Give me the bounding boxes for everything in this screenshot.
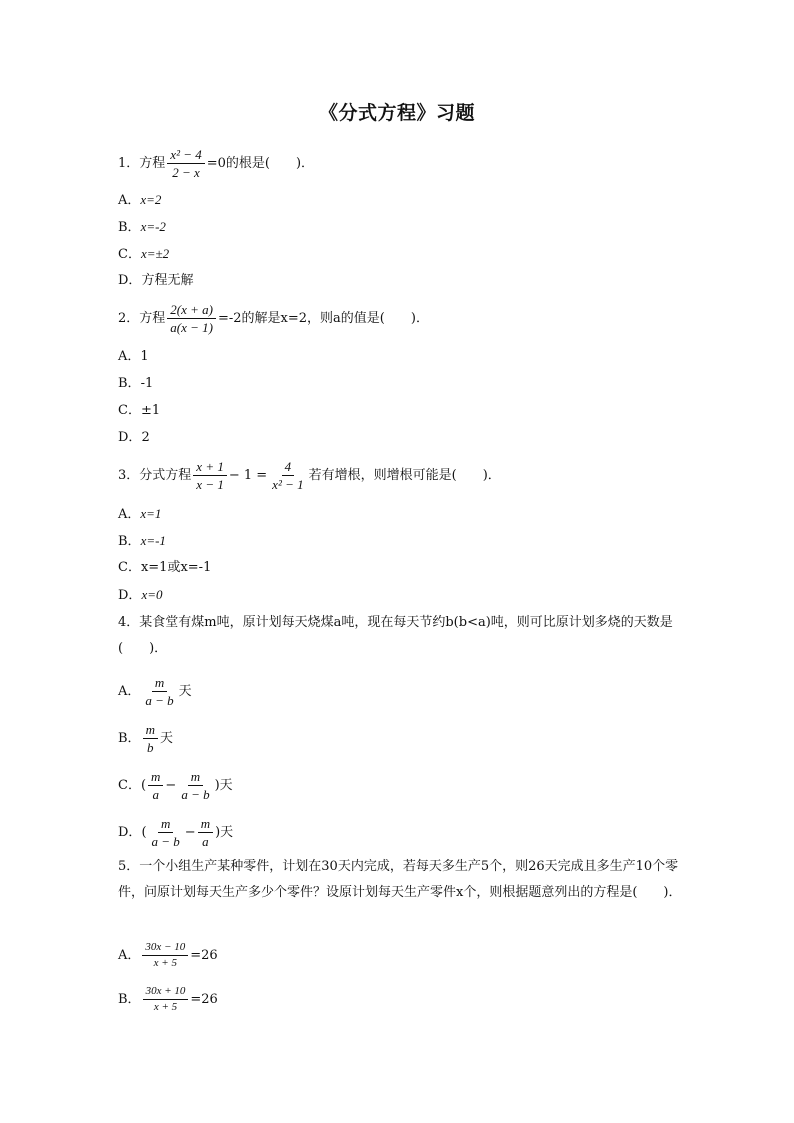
question-4: 4．某食堂有煤m吨，原计划每天烧煤a吨，现在每天节约b(b<a)吨，则可比原计划多烧的天数是( )． bbox=[118, 615, 673, 656]
option-label: A． bbox=[118, 684, 141, 699]
question-number: 3． bbox=[118, 468, 140, 483]
numerator: m bbox=[188, 768, 203, 786]
option-text: =26 bbox=[190, 992, 218, 1007]
numerator: 30x − 10 bbox=[142, 940, 188, 956]
paren-unit: )天 bbox=[214, 778, 233, 793]
option-text: 2 bbox=[141, 430, 150, 445]
minus-sign: − bbox=[184, 825, 196, 840]
option-label: B． bbox=[118, 731, 141, 746]
denominator: 2 − x bbox=[172, 165, 200, 180]
fraction bbox=[149, 815, 183, 850]
option-text: x=0 bbox=[141, 587, 163, 602]
option-text: =26 bbox=[190, 948, 218, 963]
numerator: 4 bbox=[282, 458, 295, 476]
question-5: 5．一个小组生产某种零件，计划在30天内完成，若每天多生产5个，则26天完成且多生产10个零件，问原计划每天生产多少个零件？设原计划每天生产零件x个，则根据题意列出的方程是( )． bbox=[118, 859, 682, 900]
denominator: x + 5 bbox=[153, 1001, 178, 1013]
option-a[interactable] bbox=[118, 674, 192, 709]
option-text: 方程无解 bbox=[141, 273, 194, 288]
numerator: x + 1 bbox=[193, 458, 227, 476]
fraction bbox=[143, 721, 158, 756]
denominator: x − 1 bbox=[196, 477, 224, 492]
question-2 bbox=[118, 301, 429, 336]
fraction bbox=[167, 301, 216, 336]
question-number: 2． bbox=[118, 311, 140, 326]
fraction bbox=[269, 458, 306, 493]
option-a[interactable] bbox=[118, 505, 161, 524]
option-text: 1 bbox=[140, 349, 149, 364]
fraction bbox=[198, 815, 213, 850]
denominator: a − b bbox=[181, 787, 210, 802]
denominator: a bbox=[202, 834, 209, 849]
option-text: -1 bbox=[140, 376, 154, 391]
option-b[interactable] bbox=[118, 984, 218, 1015]
numerator: m bbox=[198, 815, 213, 833]
option-text: x=1或x=-1 bbox=[140, 560, 212, 575]
question-text: 分式方程 bbox=[139, 468, 192, 483]
option-c[interactable] bbox=[118, 768, 233, 803]
minus-sign: − bbox=[165, 778, 177, 793]
option-label: C． bbox=[118, 560, 141, 575]
option-label: A． bbox=[118, 349, 141, 364]
fraction bbox=[167, 146, 204, 181]
option-label: A． bbox=[118, 193, 141, 208]
option-c[interactable] bbox=[118, 559, 211, 577]
option-a[interactable] bbox=[118, 348, 149, 366]
paren-unit: )天 bbox=[215, 825, 234, 840]
fraction bbox=[148, 768, 163, 803]
option-label: D． bbox=[118, 825, 142, 840]
option-c[interactable] bbox=[118, 245, 169, 264]
option-text: x=2 bbox=[140, 192, 162, 207]
equation-operator: − 1 = bbox=[228, 468, 268, 483]
option-label: D． bbox=[118, 430, 142, 445]
fraction bbox=[178, 768, 212, 803]
option-b[interactable] bbox=[118, 375, 153, 393]
denominator: a − b bbox=[145, 693, 174, 708]
option-label: A． bbox=[118, 507, 141, 522]
denominator: x² − 1 bbox=[272, 477, 304, 492]
page-title: 《分式方程》习题 bbox=[318, 102, 475, 124]
paren: ( bbox=[141, 825, 147, 840]
option-label: B． bbox=[118, 376, 141, 391]
option-b[interactable] bbox=[118, 721, 173, 756]
denominator: a − b bbox=[151, 834, 180, 849]
option-label: D． bbox=[118, 273, 142, 288]
question-text: =-2的解是x=2，则a的值是( )． bbox=[218, 311, 429, 326]
option-label: B． bbox=[118, 534, 141, 549]
numerator: m bbox=[152, 674, 167, 692]
option-text: x=±2 bbox=[140, 246, 170, 261]
question-3 bbox=[118, 458, 501, 493]
option-d[interactable] bbox=[118, 586, 162, 605]
option-label: C． bbox=[118, 778, 141, 793]
question-text: 方程 bbox=[139, 311, 166, 326]
denominator: b bbox=[147, 740, 154, 755]
option-text: x=1 bbox=[140, 506, 162, 521]
fraction bbox=[142, 674, 176, 709]
option-label: B． bbox=[118, 992, 141, 1007]
option-text: ±1 bbox=[140, 403, 161, 418]
question-number: 1． bbox=[118, 156, 140, 171]
numerator: 30x + 10 bbox=[143, 984, 189, 1000]
option-label: C． bbox=[118, 247, 141, 262]
fraction bbox=[193, 458, 227, 493]
numerator: x² − 4 bbox=[167, 146, 204, 164]
option-d[interactable] bbox=[118, 429, 150, 447]
option-b[interactable] bbox=[118, 532, 166, 551]
numerator: 2(x + a) bbox=[167, 301, 216, 319]
option-text: x=-1 bbox=[140, 533, 166, 548]
denominator: a(x − 1) bbox=[170, 320, 213, 335]
question-text: 若有增根，则增根可能是( )． bbox=[308, 468, 501, 483]
numerator: m bbox=[158, 815, 173, 833]
option-c[interactable] bbox=[118, 402, 160, 420]
option-a[interactable] bbox=[118, 940, 218, 971]
question-text: 方程 bbox=[139, 156, 166, 171]
denominator: x + 5 bbox=[153, 957, 177, 969]
numerator: m bbox=[148, 768, 163, 786]
option-label: B． bbox=[118, 220, 141, 235]
question-text: =0的根是( )． bbox=[206, 156, 315, 171]
numerator: m bbox=[143, 721, 158, 739]
option-label: D． bbox=[118, 588, 142, 603]
fraction bbox=[143, 984, 189, 1015]
option-label: C． bbox=[118, 403, 141, 418]
fraction bbox=[142, 940, 188, 971]
denominator: a bbox=[152, 787, 159, 802]
option-unit: 天 bbox=[178, 684, 192, 699]
paren: ( bbox=[140, 778, 147, 793]
option-b[interactable] bbox=[118, 218, 166, 237]
option-d[interactable] bbox=[118, 815, 233, 850]
option-unit: 天 bbox=[159, 731, 173, 746]
option-d[interactable] bbox=[118, 272, 193, 290]
question-1 bbox=[118, 146, 314, 181]
option-a[interactable] bbox=[118, 191, 161, 210]
option-label: A． bbox=[118, 948, 141, 963]
option-text: x=-2 bbox=[140, 219, 166, 234]
